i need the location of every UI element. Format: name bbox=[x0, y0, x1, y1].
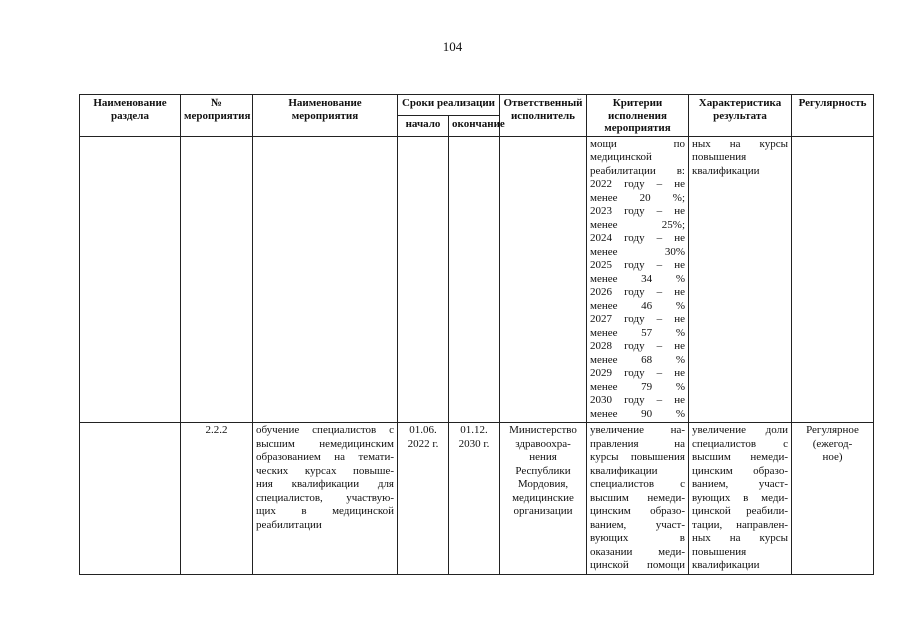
cell-text-line: правления на bbox=[590, 437, 685, 450]
cell-start bbox=[398, 136, 449, 423]
cell-text-line: тации, направлен- bbox=[692, 518, 788, 531]
cell-text-line: организации bbox=[513, 505, 573, 517]
cell-text-line: ванием, участ- bbox=[692, 478, 788, 490]
cell-text-line: повышения bbox=[692, 151, 747, 163]
cell-text-line: медицинской bbox=[590, 151, 652, 163]
cell-text-line: ное) bbox=[822, 451, 843, 463]
cell-text-line: 2022 году – не bbox=[590, 178, 685, 190]
cell-text-line: вующих в bbox=[590, 532, 685, 544]
cell-text-line: 2025 году – не bbox=[590, 259, 685, 271]
cell-text-line: ния квалификации для bbox=[256, 478, 394, 490]
cell-text-line: специалистов, участвую- bbox=[256, 491, 394, 504]
cell-regularity bbox=[792, 136, 874, 423]
cell-text-line: 2026 году – не bbox=[590, 286, 685, 298]
cell-text-line: Республики bbox=[515, 464, 571, 477]
cell-text-line: 01.06. bbox=[409, 424, 437, 436]
cell-text-line: высшим немеди- bbox=[692, 451, 788, 463]
cell-event-number bbox=[181, 136, 253, 423]
header-end: окончание bbox=[449, 115, 500, 136]
cell-result bbox=[689, 423, 792, 575]
cell-event-name bbox=[253, 423, 398, 575]
cell-text-line: 01.12. bbox=[460, 424, 488, 436]
cell-text-line: менее 20 %; bbox=[590, 191, 685, 204]
cell-text-line: обучение специалистов с bbox=[256, 424, 394, 436]
cell-regularity bbox=[792, 423, 874, 575]
cell-text-line: менее 79 % bbox=[590, 380, 685, 393]
cell-text-line: квалификации bbox=[692, 559, 760, 571]
cell-text-line: 2028 году – не bbox=[590, 340, 685, 352]
header-event-number: № мероприятия bbox=[181, 95, 253, 137]
header-row bbox=[80, 95, 874, 116]
cell-text-line: 2024 году – не bbox=[590, 232, 685, 244]
cell-text-line: щих в медицинской bbox=[256, 505, 394, 517]
header-event-name: Наименование мероприятия bbox=[253, 95, 398, 137]
cell-executor bbox=[500, 423, 587, 575]
header-regularity: Регулярность bbox=[792, 95, 874, 137]
header-result: Характеристика результата bbox=[689, 95, 792, 137]
cell-text-line: высшим немедицинским bbox=[256, 437, 394, 450]
cell-text-line: ных на курсы bbox=[692, 532, 788, 544]
header-criteria: Критерии исполнения мероприятия bbox=[587, 95, 689, 137]
cell-text-line: увеличение доли bbox=[692, 424, 788, 436]
cell-text-line: реабилитации в: bbox=[590, 164, 685, 177]
activities-table bbox=[79, 94, 874, 575]
cell-text-line: цинской помощи bbox=[590, 559, 685, 571]
cell-text-line: курсы повышения bbox=[590, 451, 685, 463]
cell-text-line: образованием на темати- bbox=[256, 451, 394, 463]
cell-text-line: цинской реабили- bbox=[692, 505, 788, 517]
cell-text-line: менее 68 % bbox=[590, 353, 685, 366]
cell-criteria bbox=[587, 136, 689, 423]
cell-text-line: 2027 году – не bbox=[590, 313, 685, 325]
cell-section bbox=[80, 136, 181, 423]
cell-text-line: 2023 году – не bbox=[590, 205, 685, 217]
cell-text-line: Мордовия, bbox=[517, 478, 569, 490]
cell-text-line: 2030 году – не bbox=[590, 394, 685, 406]
cell-text-line: менее 46 % bbox=[590, 299, 685, 312]
cell-text-line: ванием, участ- bbox=[590, 518, 685, 531]
header-timing: Сроки реализации bbox=[398, 95, 500, 116]
page-number: 104 bbox=[442, 39, 463, 54]
cell-text-line: 2029 году – не bbox=[590, 367, 685, 379]
cell-criteria bbox=[587, 423, 689, 575]
cell-text-line: менее 25%; bbox=[590, 218, 685, 231]
cell-end bbox=[449, 136, 500, 423]
cell-text-line: Регулярное bbox=[806, 424, 859, 436]
cell-text-line: квалификации bbox=[590, 464, 658, 477]
cell-text-line: мощи по bbox=[590, 137, 685, 150]
cell-text-line: специалистов с bbox=[590, 478, 685, 490]
cell-event-name bbox=[253, 136, 398, 423]
cell-event-number: 2.2.2 bbox=[181, 423, 253, 575]
cell-end bbox=[449, 423, 500, 575]
header-start: начало bbox=[398, 115, 449, 136]
cell-text-line: 2030 г. bbox=[458, 437, 490, 450]
cell-text-line: оказании меди- bbox=[590, 545, 685, 558]
cell-text-line: реабилитации bbox=[256, 518, 322, 531]
header-section-name: Наименование раздела bbox=[80, 95, 181, 137]
cell-text-line: 2022 г. bbox=[407, 437, 439, 450]
cell-text-line: медицинские bbox=[512, 491, 574, 504]
cell-text-line: менее 30% bbox=[590, 245, 685, 258]
cell-text-line: здравоохра- bbox=[515, 437, 571, 450]
cell-text-line: менее 90 % bbox=[590, 407, 685, 420]
cell-text-line: менее 57 % bbox=[590, 326, 685, 339]
cell-text-line: вующих в меди- bbox=[692, 491, 788, 504]
header-executor: Ответственный исполнитель bbox=[500, 95, 587, 137]
table-row bbox=[80, 423, 874, 575]
cell-text-line: цинским образо- bbox=[692, 464, 788, 477]
cell-result bbox=[689, 136, 792, 423]
table-row bbox=[80, 136, 874, 423]
cell-section bbox=[80, 423, 181, 575]
cell-text-line: менее 34 % bbox=[590, 272, 685, 285]
cell-text-line: ных на курсы bbox=[692, 137, 788, 150]
cell-text-line: (ежегод- bbox=[812, 437, 853, 450]
cell-text-line: специалистов с bbox=[692, 437, 788, 450]
cell-text-line: Министерство bbox=[509, 424, 577, 436]
cell-text-line: квалификации bbox=[692, 164, 760, 177]
cell-text-line: повышения bbox=[692, 545, 747, 558]
cell-text-line: цинским образо- bbox=[590, 505, 685, 517]
cell-text-line: ческих курсах повыше- bbox=[256, 464, 394, 477]
cell-text-line: нения bbox=[529, 451, 557, 463]
cell-text-line: увеличение на- bbox=[590, 424, 685, 436]
cell-text-line: высшим немеди- bbox=[590, 491, 685, 504]
cell-start bbox=[398, 423, 449, 575]
cell-executor bbox=[500, 136, 587, 423]
